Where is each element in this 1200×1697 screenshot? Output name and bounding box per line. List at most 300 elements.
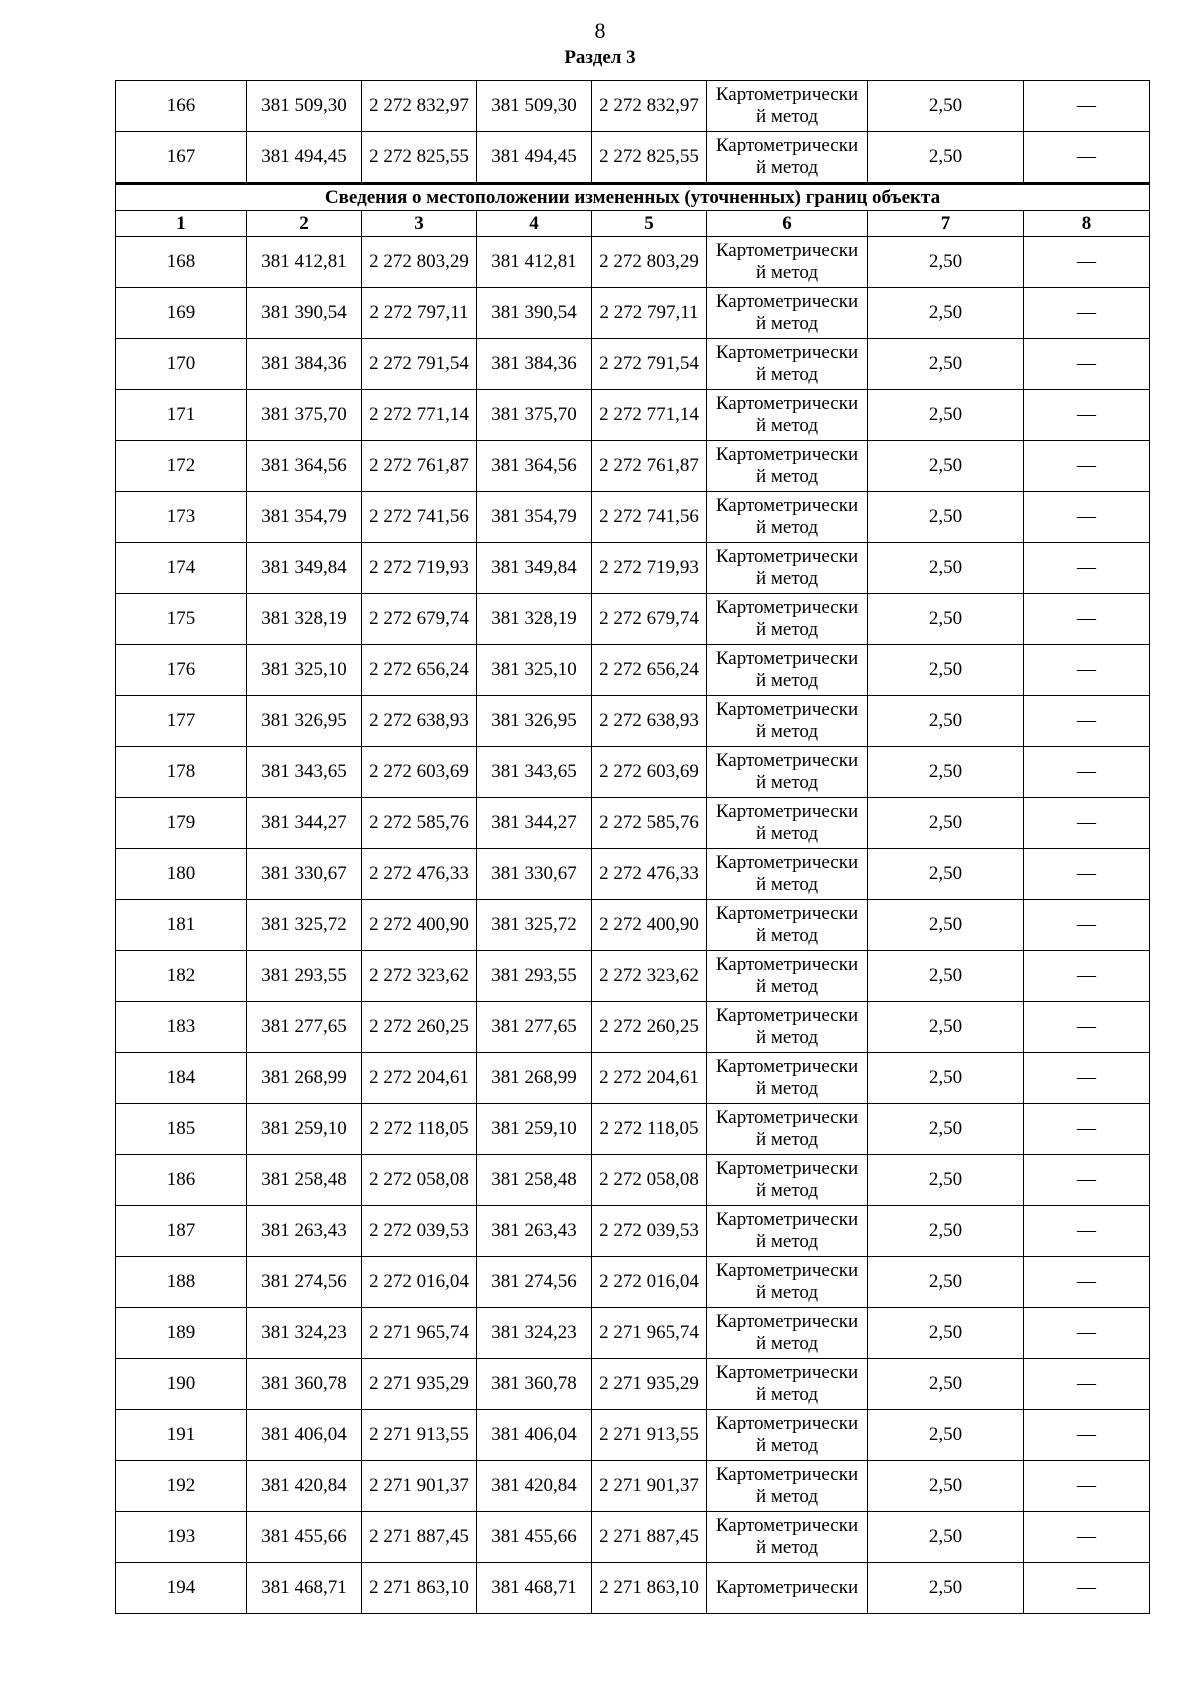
method-text: й метод xyxy=(755,1486,819,1507)
y-existing-cell: 2 272 791,54 xyxy=(362,339,477,390)
y-existing-cell: 2 272 741,56 xyxy=(362,492,477,543)
precision-cell: 2,50 xyxy=(868,594,1024,645)
note-cell: — xyxy=(1024,288,1150,339)
method-text: й метод xyxy=(755,976,819,997)
method-cell xyxy=(707,900,868,951)
x-existing-cell: 381 354,79 xyxy=(247,492,362,543)
method-text: Картометрически xyxy=(715,1209,859,1230)
x-existing-cell: 381 375,70 xyxy=(247,390,362,441)
precision-cell: 2,50 xyxy=(868,1206,1024,1257)
x-existing-cell: 381 468,71 xyxy=(247,1563,362,1614)
method-text: Картометрически xyxy=(715,1413,859,1434)
method-cell xyxy=(707,1563,868,1614)
x-new-cell: 381 420,84 xyxy=(477,1461,592,1512)
method-text: Картометрически xyxy=(715,84,859,105)
precision-cell: 2,50 xyxy=(868,1002,1024,1053)
table-row xyxy=(116,543,1150,594)
table-row xyxy=(116,849,1150,900)
x-new-cell: 381 509,30 xyxy=(477,81,592,132)
x-existing-cell: 381 293,55 xyxy=(247,951,362,1002)
y-new-cell: 2 272 803,29 xyxy=(592,237,707,288)
column-number: 5 xyxy=(592,211,707,237)
method-text: й метод xyxy=(755,1537,819,1558)
precision-cell: 2,50 xyxy=(868,1053,1024,1104)
precision-cell: 2,50 xyxy=(868,1512,1024,1563)
method-text: Картометрически xyxy=(715,801,859,822)
column-number: 8 xyxy=(1024,211,1150,237)
y-new-cell: 2 272 679,74 xyxy=(592,594,707,645)
note-cell: — xyxy=(1024,696,1150,747)
method-cell xyxy=(707,1053,868,1104)
x-new-cell: 381 326,95 xyxy=(477,696,592,747)
y-new-cell: 2 271 863,10 xyxy=(592,1563,707,1614)
method-text: й метод xyxy=(755,1180,819,1201)
precision-cell: 2,50 xyxy=(868,441,1024,492)
point-number-cell: 178 xyxy=(116,747,247,798)
y-existing-cell: 2 272 803,29 xyxy=(362,237,477,288)
method-cell xyxy=(707,237,868,288)
x-existing-cell: 381 412,81 xyxy=(247,237,362,288)
y-existing-cell: 2 272 016,04 xyxy=(362,1257,477,1308)
y-existing-cell: 2 271 901,37 xyxy=(362,1461,477,1512)
method-cell xyxy=(707,951,868,1002)
x-new-cell: 381 268,99 xyxy=(477,1053,592,1104)
table-row xyxy=(116,1308,1150,1359)
table-row xyxy=(116,696,1150,747)
y-existing-cell: 2 272 797,11 xyxy=(362,288,477,339)
table-row xyxy=(116,1512,1150,1563)
table-row xyxy=(116,132,1150,184)
x-existing-cell: 381 390,54 xyxy=(247,288,362,339)
y-new-cell: 2 272 656,24 xyxy=(592,645,707,696)
method-text: Картометрически xyxy=(715,597,859,618)
precision-cell: 2,50 xyxy=(868,798,1024,849)
note-cell: — xyxy=(1024,339,1150,390)
method-text: Картометрически xyxy=(715,495,859,516)
point-number-cell: 168 xyxy=(116,237,247,288)
precision-cell: 2,50 xyxy=(868,645,1024,696)
method-text: Картометрически xyxy=(715,1056,859,1077)
table-row xyxy=(116,237,1150,288)
method-text: Картометрически xyxy=(715,699,859,720)
table-row xyxy=(116,1206,1150,1257)
point-number-cell: 193 xyxy=(116,1512,247,1563)
point-number-cell: 188 xyxy=(116,1257,247,1308)
y-new-cell: 2 272 260,25 xyxy=(592,1002,707,1053)
x-new-cell: 381 494,45 xyxy=(477,132,592,184)
table-row xyxy=(116,1410,1150,1461)
point-number-cell: 183 xyxy=(116,1002,247,1053)
y-existing-cell: 2 271 935,29 xyxy=(362,1359,477,1410)
column-number: 1 xyxy=(116,211,247,237)
y-existing-cell: 2 272 039,53 xyxy=(362,1206,477,1257)
x-existing-cell: 381 384,36 xyxy=(247,339,362,390)
x-existing-cell: 381 277,65 xyxy=(247,1002,362,1053)
x-existing-cell: 381 326,95 xyxy=(247,696,362,747)
page-number: 8 xyxy=(594,18,606,43)
method-text: й метод xyxy=(755,517,819,538)
method-text: й метод xyxy=(755,772,819,793)
y-existing-cell: 2 271 863,10 xyxy=(362,1563,477,1614)
section-title: Раздел 3 xyxy=(564,47,636,68)
method-cell xyxy=(707,1410,868,1461)
method-cell xyxy=(707,849,868,900)
method-cell xyxy=(707,645,868,696)
method-text: й метод xyxy=(755,466,819,487)
y-existing-cell: 2 272 476,33 xyxy=(362,849,477,900)
method-text: й метод xyxy=(755,157,819,178)
point-number-cell: 171 xyxy=(116,390,247,441)
method-text: Картометрически xyxy=(715,903,859,924)
y-existing-cell: 2 272 679,74 xyxy=(362,594,477,645)
point-number-cell: 189 xyxy=(116,1308,247,1359)
x-existing-cell: 381 325,10 xyxy=(247,645,362,696)
section-heading: Сведения о местоположении измененных (уточненных) границ объекта xyxy=(116,184,1150,211)
x-existing-cell: 381 325,72 xyxy=(247,900,362,951)
method-cell xyxy=(707,798,868,849)
method-cell xyxy=(707,1206,868,1257)
point-number-cell: 167 xyxy=(116,132,247,184)
precision-cell: 2,50 xyxy=(868,1563,1024,1614)
note-cell: — xyxy=(1024,390,1150,441)
note-cell: — xyxy=(1024,441,1150,492)
x-existing-cell: 381 360,78 xyxy=(247,1359,362,1410)
method-text: Картометрически xyxy=(715,750,859,771)
method-text: Картометрически xyxy=(715,1362,859,1383)
note-cell: — xyxy=(1024,1359,1150,1410)
x-new-cell: 381 324,23 xyxy=(477,1308,592,1359)
table-body-before xyxy=(116,81,1150,184)
method-text: Картометрически xyxy=(715,291,859,312)
method-text: Картометрически xyxy=(715,1107,859,1128)
method-cell xyxy=(707,543,868,594)
y-new-cell: 2 272 476,33 xyxy=(592,849,707,900)
y-new-cell: 2 272 638,93 xyxy=(592,696,707,747)
method-text: й метод xyxy=(755,313,819,334)
x-existing-cell: 381 343,65 xyxy=(247,747,362,798)
note-cell: — xyxy=(1024,1257,1150,1308)
y-new-cell: 2 272 400,90 xyxy=(592,900,707,951)
y-existing-cell: 2 272 825,55 xyxy=(362,132,477,184)
x-new-cell: 381 330,67 xyxy=(477,849,592,900)
x-new-cell: 381 406,04 xyxy=(477,1410,592,1461)
method-cell xyxy=(707,339,868,390)
method-text: й метод xyxy=(755,106,819,127)
note-cell: — xyxy=(1024,1206,1150,1257)
y-new-cell: 2 272 603,69 xyxy=(592,747,707,798)
x-new-cell: 381 277,65 xyxy=(477,1002,592,1053)
method-text: Картометрически xyxy=(715,1311,859,1332)
point-number-cell: 173 xyxy=(116,492,247,543)
method-text: Картометрически xyxy=(715,240,859,261)
column-number: 4 xyxy=(477,211,592,237)
method-text: Картометрически xyxy=(715,444,859,465)
table-body-after xyxy=(116,237,1150,1614)
y-existing-cell: 2 272 118,05 xyxy=(362,1104,477,1155)
note-cell: — xyxy=(1024,1104,1150,1155)
x-existing-cell: 381 509,30 xyxy=(247,81,362,132)
x-new-cell: 381 390,54 xyxy=(477,288,592,339)
point-number-cell: 191 xyxy=(116,1410,247,1461)
method-text: й метод xyxy=(755,568,819,589)
x-new-cell: 381 259,10 xyxy=(477,1104,592,1155)
method-text: й метод xyxy=(755,925,819,946)
method-cell xyxy=(707,288,868,339)
x-existing-cell: 381 263,43 xyxy=(247,1206,362,1257)
x-existing-cell: 381 328,19 xyxy=(247,594,362,645)
method-text: й метод xyxy=(755,721,819,742)
y-new-cell: 2 272 761,87 xyxy=(592,441,707,492)
point-number-cell: 170 xyxy=(116,339,247,390)
x-existing-cell: 381 259,10 xyxy=(247,1104,362,1155)
note-cell: — xyxy=(1024,1563,1150,1614)
method-text: Картометрически xyxy=(715,648,859,669)
table-row xyxy=(116,1257,1150,1308)
method-text: й метод xyxy=(755,874,819,895)
y-new-cell: 2 272 204,61 xyxy=(592,1053,707,1104)
method-text: Картометрически xyxy=(715,1260,859,1281)
x-new-cell: 381 455,66 xyxy=(477,1512,592,1563)
y-new-cell: 2 271 913,55 xyxy=(592,1410,707,1461)
method-cell xyxy=(707,132,868,184)
x-new-cell: 381 293,55 xyxy=(477,951,592,1002)
y-new-cell: 2 272 016,04 xyxy=(592,1257,707,1308)
note-cell: — xyxy=(1024,1410,1150,1461)
note-cell: — xyxy=(1024,543,1150,594)
precision-cell: 2,50 xyxy=(868,237,1024,288)
precision-cell: 2,50 xyxy=(868,900,1024,951)
note-cell: — xyxy=(1024,81,1150,132)
precision-cell: 2,50 xyxy=(868,288,1024,339)
y-new-cell: 2 272 323,62 xyxy=(592,951,707,1002)
y-existing-cell: 2 272 761,87 xyxy=(362,441,477,492)
note-cell: — xyxy=(1024,237,1150,288)
point-number-cell: 194 xyxy=(116,1563,247,1614)
point-number-cell: 177 xyxy=(116,696,247,747)
precision-cell: 2,50 xyxy=(868,1461,1024,1512)
y-new-cell: 2 272 118,05 xyxy=(592,1104,707,1155)
table-row xyxy=(116,1104,1150,1155)
note-cell: — xyxy=(1024,645,1150,696)
table-row xyxy=(116,339,1150,390)
table-row xyxy=(116,1359,1150,1410)
point-number-cell: 181 xyxy=(116,900,247,951)
x-new-cell: 381 328,19 xyxy=(477,594,592,645)
y-new-cell: 2 271 965,74 xyxy=(592,1308,707,1359)
precision-cell: 2,50 xyxy=(868,390,1024,441)
x-new-cell: 381 325,72 xyxy=(477,900,592,951)
point-number-cell: 174 xyxy=(116,543,247,594)
precision-cell: 2,50 xyxy=(868,132,1024,184)
method-cell xyxy=(707,1308,868,1359)
x-existing-cell: 381 258,48 xyxy=(247,1155,362,1206)
y-existing-cell: 2 272 585,76 xyxy=(362,798,477,849)
y-new-cell: 2 271 887,45 xyxy=(592,1512,707,1563)
x-new-cell: 381 412,81 xyxy=(477,237,592,288)
point-number-cell: 175 xyxy=(116,594,247,645)
precision-cell: 2,50 xyxy=(868,1104,1024,1155)
method-text: й метод xyxy=(755,670,819,691)
point-number-cell: 182 xyxy=(116,951,247,1002)
x-existing-cell: 381 420,84 xyxy=(247,1461,362,1512)
point-number-cell: 180 xyxy=(116,849,247,900)
x-new-cell: 381 384,36 xyxy=(477,339,592,390)
method-text: Картометрически xyxy=(715,546,859,567)
note-cell: — xyxy=(1024,594,1150,645)
precision-cell: 2,50 xyxy=(868,1359,1024,1410)
y-new-cell: 2 272 832,97 xyxy=(592,81,707,132)
y-new-cell: 2 272 825,55 xyxy=(592,132,707,184)
method-cell xyxy=(707,441,868,492)
y-existing-cell: 2 272 656,24 xyxy=(362,645,477,696)
x-existing-cell: 381 349,84 xyxy=(247,543,362,594)
table-row xyxy=(116,1002,1150,1053)
method-text: Картометрически xyxy=(715,135,859,156)
note-cell: — xyxy=(1024,492,1150,543)
method-text: й метод xyxy=(755,415,819,436)
precision-cell: 2,50 xyxy=(868,747,1024,798)
table-row xyxy=(116,1155,1150,1206)
table-row xyxy=(116,645,1150,696)
y-new-cell: 2 271 901,37 xyxy=(592,1461,707,1512)
note-cell: — xyxy=(1024,849,1150,900)
table-row xyxy=(116,900,1150,951)
method-text: й метод xyxy=(755,1333,819,1354)
method-text: й метод xyxy=(755,823,819,844)
method-cell xyxy=(707,1257,868,1308)
table-row xyxy=(116,798,1150,849)
column-number: 6 xyxy=(707,211,868,237)
y-new-cell: 2 271 935,29 xyxy=(592,1359,707,1410)
y-existing-cell: 2 272 323,62 xyxy=(362,951,477,1002)
method-text: Картометрически xyxy=(715,1005,859,1026)
method-text: й метод xyxy=(755,1435,819,1456)
method-text: й метод xyxy=(755,1384,819,1405)
x-new-cell: 381 360,78 xyxy=(477,1359,592,1410)
method-cell xyxy=(707,696,868,747)
method-text: Картометрически xyxy=(715,1515,859,1536)
method-cell xyxy=(707,1104,868,1155)
y-existing-cell: 2 272 771,14 xyxy=(362,390,477,441)
precision-cell: 2,50 xyxy=(868,1308,1024,1359)
x-existing-cell: 381 344,27 xyxy=(247,798,362,849)
method-text: Картометрически xyxy=(715,954,859,975)
note-cell: — xyxy=(1024,747,1150,798)
method-text: й метод xyxy=(755,262,819,283)
precision-cell: 2,50 xyxy=(868,1155,1024,1206)
precision-cell: 2,50 xyxy=(868,543,1024,594)
method-text: Картометрически xyxy=(715,852,859,873)
precision-cell: 2,50 xyxy=(868,849,1024,900)
x-new-cell: 381 343,65 xyxy=(477,747,592,798)
method-text: й метод xyxy=(755,1282,819,1303)
method-text: й метод xyxy=(755,364,819,385)
y-existing-cell: 2 272 603,69 xyxy=(362,747,477,798)
y-existing-cell: 2 272 204,61 xyxy=(362,1053,477,1104)
y-existing-cell: 2 272 260,25 xyxy=(362,1002,477,1053)
x-existing-cell: 381 364,56 xyxy=(247,441,362,492)
method-cell xyxy=(707,1359,868,1410)
note-cell: — xyxy=(1024,1461,1150,1512)
table-row xyxy=(116,390,1150,441)
section-heading-row xyxy=(116,184,1150,211)
table-section-header xyxy=(116,184,1150,237)
y-new-cell: 2 272 585,76 xyxy=(592,798,707,849)
precision-cell: 2,50 xyxy=(868,339,1024,390)
y-new-cell: 2 272 797,11 xyxy=(592,288,707,339)
precision-cell: 2,50 xyxy=(868,492,1024,543)
method-text: й метод xyxy=(755,1129,819,1150)
method-cell xyxy=(707,747,868,798)
note-cell: — xyxy=(1024,1155,1150,1206)
x-existing-cell: 381 455,66 xyxy=(247,1512,362,1563)
point-number-cell: 166 xyxy=(116,81,247,132)
x-new-cell: 381 258,48 xyxy=(477,1155,592,1206)
point-number-cell: 172 xyxy=(116,441,247,492)
table-row xyxy=(116,951,1150,1002)
method-text: Картометрически xyxy=(715,1464,859,1485)
table-row xyxy=(116,1563,1150,1614)
precision-cell: 2,50 xyxy=(868,951,1024,1002)
note-cell: — xyxy=(1024,1002,1150,1053)
x-existing-cell: 381 330,67 xyxy=(247,849,362,900)
table-row xyxy=(116,81,1150,132)
note-cell: — xyxy=(1024,1053,1150,1104)
point-number-cell: 179 xyxy=(116,798,247,849)
table-row xyxy=(116,594,1150,645)
y-existing-cell: 2 272 400,90 xyxy=(362,900,477,951)
point-number-cell: 169 xyxy=(116,288,247,339)
precision-cell: 2,50 xyxy=(868,1257,1024,1308)
precision-cell: 2,50 xyxy=(868,1410,1024,1461)
method-cell xyxy=(707,81,868,132)
point-number-cell: 192 xyxy=(116,1461,247,1512)
table-row xyxy=(116,747,1150,798)
note-cell: — xyxy=(1024,132,1150,184)
x-new-cell: 381 325,10 xyxy=(477,645,592,696)
y-new-cell: 2 272 039,53 xyxy=(592,1206,707,1257)
y-existing-cell: 2 272 638,93 xyxy=(362,696,477,747)
table-row xyxy=(116,288,1150,339)
method-cell xyxy=(707,492,868,543)
table-row xyxy=(116,1461,1150,1512)
point-number-cell: 186 xyxy=(116,1155,247,1206)
y-existing-cell: 2 271 965,74 xyxy=(362,1308,477,1359)
x-existing-cell: 381 406,04 xyxy=(247,1410,362,1461)
note-cell: — xyxy=(1024,951,1150,1002)
x-new-cell: 381 349,84 xyxy=(477,543,592,594)
method-cell xyxy=(707,1512,868,1563)
x-new-cell: 381 263,43 xyxy=(477,1206,592,1257)
method-text: Картометрически xyxy=(715,1158,859,1179)
table-row xyxy=(116,1053,1150,1104)
method-cell xyxy=(707,390,868,441)
x-new-cell: 381 274,56 xyxy=(477,1257,592,1308)
precision-cell: 2,50 xyxy=(868,696,1024,747)
x-new-cell: 381 468,71 xyxy=(477,1563,592,1614)
y-existing-cell: 2 272 058,08 xyxy=(362,1155,477,1206)
method-cell xyxy=(707,1461,868,1512)
y-existing-cell: 2 272 719,93 xyxy=(362,543,477,594)
method-text: й метод xyxy=(755,1078,819,1099)
method-text: й метод xyxy=(755,1027,819,1048)
y-new-cell: 2 272 058,08 xyxy=(592,1155,707,1206)
table-row xyxy=(116,492,1150,543)
note-cell: — xyxy=(1024,1308,1150,1359)
note-cell: — xyxy=(1024,900,1150,951)
x-new-cell: 381 375,70 xyxy=(477,390,592,441)
method-text: й метод xyxy=(755,1231,819,1252)
